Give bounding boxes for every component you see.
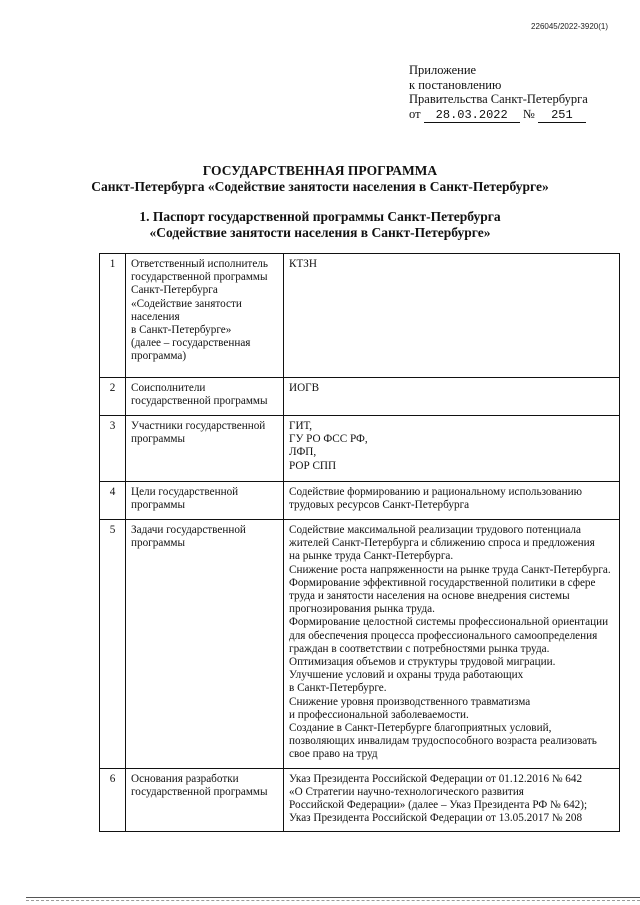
row-value-line: Формирование эффективной государственной политики в сфере	[289, 576, 596, 589]
row-value	[284, 416, 620, 482]
row-value-line: РОР СПП	[289, 459, 337, 472]
row-label-line: Санкт-Петербурга	[131, 284, 218, 297]
row-value-line: Содействие формированию и рациональному использованию	[289, 486, 582, 498]
row-value-line: Создание в Санкт-Петербурге благоприятных условий,	[289, 722, 552, 735]
row-label-line: (далее – государственная	[131, 337, 251, 350]
row-label-line: государственной программы	[131, 785, 268, 798]
row-value-line: Формирование целостной системы профессиональной ориентации	[289, 616, 609, 629]
row-label	[126, 482, 284, 520]
appendix-date-line	[409, 107, 619, 123]
program-title	[0, 163, 640, 195]
row-value-line: позволяющих инвалидам трудоспособного возраста реализовать	[289, 735, 597, 748]
row-value-line: Оптимизация объемов и структуры трудовой миграции.	[289, 656, 556, 669]
row-label-line: Задачи государственной	[131, 524, 246, 536]
appendix-line-2: к постановлению	[409, 77, 502, 92]
row-label-line: программа)	[131, 350, 187, 363]
passport-row	[100, 416, 620, 482]
row-label-line: населения	[131, 310, 180, 323]
row-label-line: Участники государственной	[131, 420, 266, 432]
passport-row	[100, 482, 620, 520]
row-number: 1	[100, 254, 126, 378]
row-label-line: Ответственный исполнитель	[131, 258, 268, 270]
row-label-line: программы	[131, 433, 185, 446]
row-value	[284, 520, 620, 769]
row-label	[126, 378, 284, 416]
row-label-line: в Санкт-Петербурге»	[131, 324, 232, 337]
row-label-line: государственной программы	[131, 395, 268, 408]
row-value-line: прогнозирования рынка труда.	[289, 603, 435, 616]
row-value-line: граждан в соответствии с потребностями рынка труда.	[289, 642, 550, 655]
row-number: 4	[100, 482, 126, 520]
appendix-line-3: Правительства Санкт-Петербурга	[409, 92, 588, 106]
page-bottom-rule	[26, 897, 640, 898]
row-value-line: ГУ РО ФСС РФ,	[289, 433, 368, 446]
row-value	[284, 378, 620, 416]
program-title-line-2: Санкт-Петербурга «Содействие занятости населения в Санкт-Петербурге»	[91, 179, 549, 194]
row-label	[126, 768, 284, 832]
row-value-line: ЛФП,	[289, 446, 317, 459]
row-value-line: Улучшение условий и охраны труда работающих	[289, 669, 524, 682]
row-value-line: жителей Санкт-Петербурга и сближению спроса и предложения	[289, 537, 595, 550]
page-bottom-rule-2	[26, 900, 640, 901]
row-value	[284, 482, 620, 520]
row-label-line: «Содействие занятости	[131, 297, 242, 310]
section-heading	[0, 209, 640, 241]
row-label-line: государственной программы	[131, 271, 268, 284]
passport-row	[100, 768, 620, 832]
row-value-line: Снижение уровня производственного травматизма	[289, 695, 531, 708]
row-label-line: программы	[131, 499, 185, 512]
row-label	[126, 520, 284, 769]
row-value	[284, 768, 620, 832]
number-label: №	[522, 106, 535, 121]
row-value-line: для обеспечения процесса профессионального самоопределения	[289, 629, 598, 642]
appendix-line-1: Приложение	[409, 63, 477, 77]
row-value-line: трудовых ресурсов Санкт-Петербурга	[289, 499, 470, 512]
row-value-line: Указ Президента Российской Федерации от 01.12.2016 № 642	[289, 772, 583, 785]
passport-row	[100, 378, 620, 416]
resolution-date: 28.03.2022	[424, 109, 520, 123]
row-value-line: в Санкт-Петербурге.	[289, 682, 387, 695]
row-label-line: Цели государственной	[131, 486, 239, 498]
from-label: от	[409, 106, 421, 121]
section-heading-line-2: «Содействие занятости населения в Санкт-Петербурге»	[149, 225, 491, 240]
document-id: 226045/2022-3920(1)	[531, 22, 608, 31]
passport-table	[99, 253, 620, 832]
row-value-line: и профессиональной заболеваемости.	[289, 708, 469, 721]
row-number: 5	[100, 520, 126, 769]
row-label-line: Основания разработки	[131, 772, 239, 785]
row-value-line: Российской Федерации» (далее – Указ Президента РФ № 642);	[289, 799, 588, 812]
row-value-line: ГИТ,	[289, 420, 313, 432]
row-value	[284, 254, 620, 378]
passport-row	[100, 520, 620, 769]
row-value-line: Содействие максимальной реализации трудового потенциала	[289, 524, 581, 536]
row-value-line: «О Стратегии научно-технологического развития	[289, 785, 524, 798]
row-label	[126, 254, 284, 378]
row-label	[126, 416, 284, 482]
row-value-line: КТЗН	[289, 258, 317, 270]
program-title-line-1: ГОСУДАРСТВЕННАЯ ПРОГРАММА	[202, 163, 438, 178]
row-number: 2	[100, 378, 126, 416]
row-label-line: Соисполнители	[131, 382, 206, 394]
row-label-line: программы	[131, 537, 185, 550]
section-heading-line-1: 1. Паспорт государственной программы Санкт-Петербурга	[139, 209, 501, 224]
row-value-line: ИОГВ	[289, 382, 320, 394]
row-number: 3	[100, 416, 126, 482]
row-number: 6	[100, 768, 126, 832]
row-value-line: на рынке труда Санкт-Петербурга.	[289, 550, 454, 563]
resolution-number: 251	[538, 109, 586, 123]
passport-row	[100, 254, 620, 378]
row-value-line: свое право на труд	[289, 748, 378, 761]
appendix-block	[409, 63, 619, 123]
row-value-line: Снижение роста напряженности на рынке труда Санкт-Петербурга.	[289, 563, 611, 576]
row-value-line: Указ Президента Российской Федерации от 13.05.2017 № 208	[289, 812, 583, 825]
row-value-line: труда и занятости населения на основе внедрения системы	[289, 590, 570, 603]
